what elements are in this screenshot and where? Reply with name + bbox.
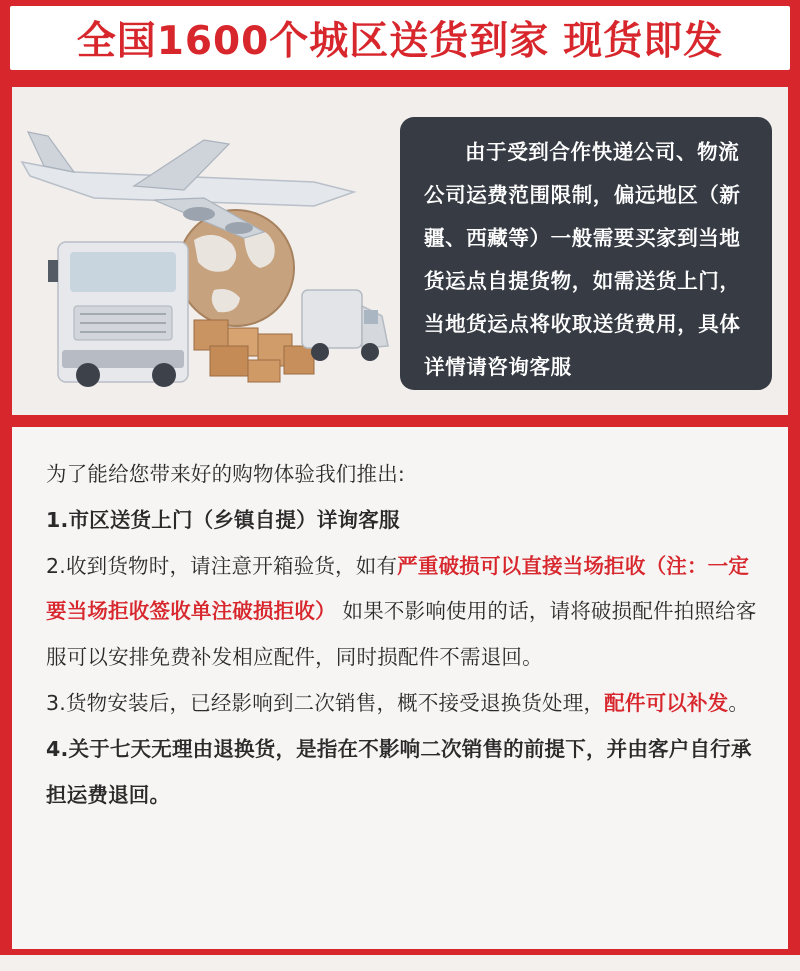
cardboard-boxes-icon: [194, 320, 314, 382]
truck-icon: [48, 242, 188, 387]
info-item-4: 4.关于七天无理由退换货，是指在不影响二次销售的前提下，并由客户自行承担运费退回。: [46, 736, 752, 807]
banner-title-right: 现货即发: [563, 19, 724, 64]
info-item-3-prefix: 3.货物安装后，已经影响到二次销售，概不接受退换货处理，: [46, 690, 605, 715]
info-item-3: [46, 681, 768, 727]
airplane-icon: [22, 132, 354, 238]
info-item-3-highlight: 配件可以补发: [604, 690, 729, 715]
info-item-2-suffix: 如果不影响使用的话，请将破损配件拍照给客服可以安排免费补发相应配件，同时损配件不需退回。: [46, 599, 757, 670]
notice-text: 由于受到合作快递公司、物流公司运费范围限制，偏远地区（新疆、西藏等）一般需要买家到当地货运点自提货物，如需送货上门，当地货运点将收取送货费用，具体详情请咨询客服: [424, 140, 741, 379]
info-item-2: [46, 544, 768, 681]
info-item-3-suffix: 。: [728, 690, 750, 715]
banner-title-left: 全国1600个城区送货到家: [76, 19, 550, 64]
info-item-2-prefix: 2.收到货物时，请注意开箱验货，如有: [46, 553, 398, 578]
service-info: [46, 452, 768, 818]
banner-title: [77, 10, 724, 66]
info-item-1: 1.市区送货上门（乡镇自提）详询客服: [46, 507, 400, 532]
banner-title-box: [10, 6, 790, 70]
logistics-illustration: [14, 120, 394, 400]
remote-area-notice: [400, 117, 772, 390]
van-icon: [302, 290, 388, 361]
top-banner: [0, 0, 800, 83]
info-item-2-highlight: 严重破损可以直接当场拒收（注：一定要当场拒收签收单注破损拒收）: [46, 553, 750, 624]
info-intro: 为了能给您带来好的购物体验我们推出:: [46, 462, 406, 486]
